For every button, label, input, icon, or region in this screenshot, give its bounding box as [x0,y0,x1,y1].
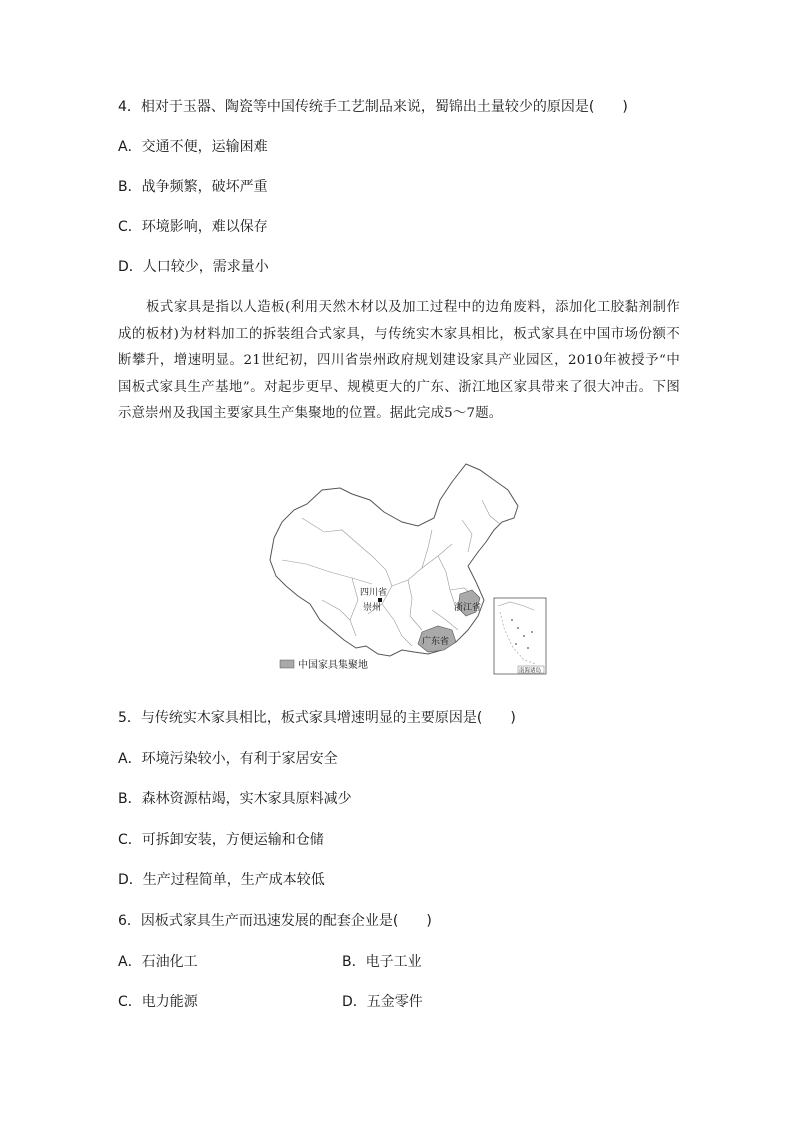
q6-option-b: B．电子工业 [342,954,422,970]
south-sea-inset [494,598,546,674]
q4-option-c: C．环境影响，难以保存 [118,219,268,235]
q5-option-b: B．森林资源枯竭，实木家具原料减少 [118,791,352,807]
q5-stem: 5．与传统实木家具相比，板式家具增速明显的主要原因是( ) [118,710,516,726]
q4-stem: 4．相对于玉器、陶瓷等中国传统手工艺制品来说，蜀锦出土量较少的原因是( ) [118,99,628,115]
legend-label: 中国家具集聚地 [298,660,368,671]
label-zhejiang: 浙江省 [454,603,482,613]
q6-stem: 6．因板式家具生产而迅速发展的配套企业是( ) [118,913,432,929]
q6-option-d: D．五金零件 [342,994,423,1010]
china-outline [270,464,518,656]
map-svg [262,460,550,678]
china-furniture-map [262,460,550,678]
label-sichuan: 四川省 [360,588,388,598]
q6-option-a: A．石油化工 [118,954,198,970]
q4-option-a: A．交通不便，运输困难 [118,139,268,155]
q4-option-d: D．人口较少，需求量小 [118,259,269,275]
chongzhou-point [378,598,382,602]
q5-option-d: D．生产过程简单，生产成本较低 [118,872,325,888]
label-chongzhou: 崇州 [363,603,382,613]
label-inset: 南海诸岛 [519,668,542,674]
q5-option-a: A．环境污染较小，有利于家居安全 [118,751,338,767]
q4-option-b: B．战争频繁，破坏严重 [118,179,268,195]
q5-option-c: C．可拆卸安装，方便运输和仓储 [118,832,324,848]
q6-option-c: C．电力能源 [118,994,198,1010]
legend-swatch [280,660,294,668]
label-guangdong: 广东省 [422,637,450,647]
reading-passage: 板式家具是指以人造板(利用天然木材以及加工过程中的边角废料，添加化工胶黏剂制作成的板材)为材料加工的拆装组合式家具，与传统实木家具相比，板式家具在中国市场份额不断攀升，增速明显。21世纪初，四川省崇州政府规划建设家具产业园区，2010年被授予“中国板式家具生产基地”。对起步更早、规模更大的广东、浙江地区家具带来了很大冲击。下图示意崇州及我国主要家具生产集聚地的位置。据此完成5～7题。 [118,300,680,421]
